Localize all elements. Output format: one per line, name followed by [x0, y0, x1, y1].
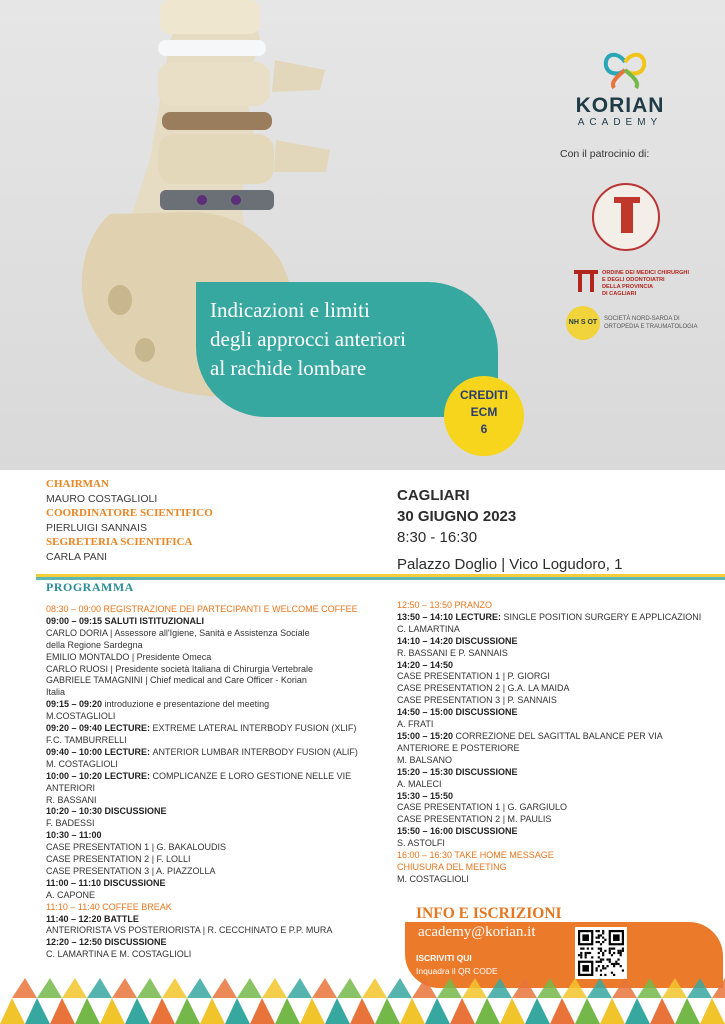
title-line: al rachide lombare: [210, 356, 367, 380]
program-line: [46, 723, 386, 735]
program-time: 09:20 – 09:40 LECTURE:: [46, 723, 153, 734]
program-line: [46, 735, 386, 747]
nhsot-logo: [566, 306, 725, 342]
omceo-text: DELLA PROVINCIA: [602, 284, 654, 290]
role-person: CARLA PANI: [46, 550, 108, 563]
program-text: CASE PRESENTATION 1 | P. GIORGI: [397, 671, 550, 682]
program-line: [46, 902, 386, 914]
program-time: 11:40 – 12:20 BATTLE: [46, 913, 139, 924]
nhsot-badge: NH S OT: [566, 306, 600, 340]
program-line: [46, 759, 386, 771]
program-text: CASE PRESENTATION 3 | P. SANNAIS: [397, 695, 557, 706]
university-seal-icon: [592, 183, 660, 251]
program-text: M. COSTAGLIOLI: [46, 758, 118, 769]
program-line: [46, 818, 386, 830]
program-heading: PROGRAMMA: [46, 580, 134, 594]
program-text: CASE PRESENTATION 3 | A. PIAZZOLLA: [46, 865, 216, 876]
program-text: M. COSTAGLIOLI: [397, 873, 469, 884]
program-line: [46, 664, 386, 676]
nhsot-text: SOCIETÀ NORD-SARDA DI: [604, 316, 680, 322]
program-line: [397, 719, 717, 731]
program-text: EMILIO MONTALDO | Presidente Omeca: [46, 651, 212, 662]
program-text: SINGLE POSITION SURGERY E APPLICAZIONI: [503, 611, 702, 622]
nhsot-text: ORTOPEDIA E TRAUMATOLOGIA: [604, 324, 698, 330]
program-line: [397, 802, 717, 814]
program-line: [397, 862, 717, 874]
omceo-mark-icon: [574, 268, 600, 294]
program-time: 12:20 – 12:50 DISCUSSIONE: [46, 937, 167, 948]
program-line: [46, 687, 386, 699]
program-line: [46, 949, 386, 961]
program-text: S. ASTOLFI: [397, 838, 445, 849]
program-line: [46, 806, 386, 818]
program-column-afternoon: [397, 600, 717, 886]
program-text: A. MALECI: [397, 778, 442, 789]
event-time: 8:30 - 16:30: [397, 529, 478, 546]
program-line: [46, 652, 386, 664]
program-line: [46, 878, 386, 890]
program-line: [397, 671, 717, 683]
program-line: [46, 937, 386, 949]
ecm-credits: 6: [480, 422, 488, 436]
role-person: MAURO COSTAGLIOLI: [46, 492, 158, 505]
program-text: 12:50 – 13:50 PRANZO: [397, 600, 493, 610]
program-line: [397, 695, 717, 707]
event-venue: Palazzo Doglio | Vico Logudoro, 1: [397, 556, 623, 573]
program-line: [397, 624, 717, 636]
program-line: [397, 779, 717, 791]
program-text: M.COSTAGLIOLI: [46, 711, 116, 722]
program-line: [46, 699, 386, 711]
omceo-text: E DEGLI ODONTOIATRI: [602, 277, 665, 283]
patronage-label: Con il patrocinio di:: [560, 148, 650, 160]
role-heading: CHAIRMAN: [46, 478, 109, 490]
program-text: A. FRATI: [397, 719, 434, 730]
program-line: [397, 814, 717, 826]
program-line: [397, 636, 717, 648]
program-line: [397, 707, 717, 719]
program-text: ANTERIORI: [46, 782, 96, 793]
program-line: [46, 616, 386, 628]
program-line: [397, 731, 717, 743]
korian-logo: [585, 50, 665, 90]
program-line: [397, 683, 717, 695]
event-city: CAGLIARI: [397, 487, 470, 504]
program-time: 14:10 – 14:20 DISCUSSIONE: [397, 635, 518, 646]
program-time: 14:50 – 15:00 DISCUSSIONE: [397, 707, 518, 718]
program-line: [46, 747, 386, 759]
event-date: 30 GIUGNO 2023: [397, 508, 517, 525]
program-text: CASE PRESENTATION 1 | G. GARGIULO: [397, 802, 568, 813]
program-text: CARLO DORIA | Assessore all'Igiene, Sanità e Assistenza Sociale: [46, 627, 310, 638]
program-text: F.C. TAMBURRELLI: [46, 734, 127, 745]
program-line: [397, 838, 717, 850]
event-details: [397, 485, 717, 576]
role-heading: COORDINATORE SCIENTIFICO: [46, 507, 213, 520]
program-text: M. BALSANO: [397, 754, 453, 765]
program-text: CHIUSURA DEL MEETING: [397, 861, 507, 872]
program-text: 08:30 – 09:00 REGISTRAZIONE DEI PARTECIPANTI E WELCOME COFFEE: [46, 604, 358, 614]
program-time: 15:30 – 15:50: [397, 790, 454, 801]
omceo-text: DI CAGLIARI: [602, 291, 637, 297]
role-heading: SEGRETERIA SCIENTIFICA: [46, 536, 193, 549]
program-text: Italia: [46, 687, 66, 698]
program-line: [397, 612, 717, 624]
program-text: CASE PRESENTATION 1 | G. BAKALOUDIS: [46, 842, 227, 853]
omceo-text: ORDINE DEI MEDICI CHIRURGHI: [602, 270, 690, 276]
program-text: 11:10 – 11:40 COFFEE BREAK: [46, 901, 172, 912]
program-line: [397, 791, 717, 803]
program-time: 09:00 – 09:15 SALUTI ISTITUZIONALI: [46, 615, 205, 626]
program-line: [397, 767, 717, 779]
program-line: [397, 743, 717, 755]
program-text: R. BASSANI E P. SANNAIS: [397, 647, 508, 658]
program-text: A. CAPONE: [46, 889, 96, 900]
program-line: [46, 675, 386, 687]
brand-name: [566, 94, 674, 128]
program-text: COMPLICANZE E LORO GESTIONE NELLE VIE: [152, 770, 352, 781]
program-line: [46, 830, 386, 842]
program-line: [46, 711, 386, 723]
program-line: [397, 600, 717, 612]
program-text: introduzione e presentazione del meeting: [104, 699, 270, 710]
program-line: [46, 890, 386, 902]
section-divider: [36, 574, 725, 580]
decorative-pattern: [0, 970, 725, 1024]
program-line: [397, 660, 717, 672]
program-text: CASE PRESENTATION 2 | G.A. LA MAIDA: [397, 683, 570, 694]
program-time: 15:00 – 15:20: [397, 730, 456, 741]
hero-banner: [0, 0, 725, 470]
program-text: F. BADESSI: [46, 818, 95, 829]
program-time: 11:00 – 11:10 DISCUSSIONE: [46, 877, 166, 888]
program-line: [46, 842, 386, 854]
role-person: PIERLUIGI SANNAIS: [46, 521, 147, 534]
info-heading: INFO E ISCRIZIONI: [416, 905, 562, 922]
program-text: EXTREME LATERAL INTERBODY FUSION (XLIF): [152, 723, 357, 734]
program-line: [46, 604, 386, 616]
organizers-list: [46, 477, 346, 565]
program-line: [46, 795, 386, 807]
program-text: C. LAMARTINA: [397, 623, 460, 634]
program-time: 09:15 – 09:20: [46, 699, 105, 710]
program-time: 10:20 – 10:30 DISCUSSIONE: [46, 806, 167, 817]
program-time: 13:50 – 14:10 LECTURE:: [397, 611, 504, 622]
qr-instructions: Inquadra il QR CODE: [416, 966, 498, 976]
brand-subtitle: ACADEMY: [577, 117, 663, 128]
program-text: ANTERIORISTA VS POSTERIORISTA | R. CECCHINATO E P.P. MURA: [46, 925, 333, 936]
program-time: 15:50 – 16:00 DISCUSSIONE: [397, 826, 518, 837]
program-line: [46, 854, 386, 866]
program-text: R. BASSANI: [46, 794, 97, 805]
program-line: [46, 783, 386, 795]
program-time: 10:30 – 11:00: [46, 830, 102, 841]
program-text: della Regione Sardegna: [46, 639, 143, 650]
register-cta: ISCRIVITI QUI: [416, 953, 472, 963]
program-text: CASE PRESENTATION 2 | F. LOLLI: [46, 854, 191, 865]
title-line: Indicazioni e limiti: [210, 298, 370, 322]
program-text: CARLO RUOSI | Presidente società Italiana di Chirurgia Vertebrale: [46, 663, 313, 674]
program-text: 16:00 – 16:30 TAKE HOME MESSAGE: [397, 850, 554, 861]
program-time: 10:00 – 10:20 LECTURE:: [46, 770, 153, 781]
program-line: [397, 755, 717, 767]
program-line: [46, 914, 386, 926]
program-text: GABRIELE TAMAGNINI | Chief medical and Care Officer - Korian: [46, 675, 307, 686]
program-text: CASE PRESENTATION 2 | M. PAULIS: [397, 814, 552, 825]
program-line: [46, 866, 386, 878]
ecm-label: CREDITI: [460, 388, 508, 402]
ecm-badge: [444, 376, 524, 456]
brand-title: KORIAN: [575, 94, 665, 117]
program-line: [46, 628, 386, 640]
heart-logo-icon: [602, 50, 648, 90]
program-time: 15:20 – 15:30 DISCUSSIONE: [397, 766, 518, 777]
title-line: degli approcci anteriori: [210, 327, 406, 351]
program-line: [397, 826, 717, 838]
email-link[interactable]: academy@korian.it: [418, 924, 536, 940]
program-line: [397, 648, 717, 660]
ecm-label: ECM: [470, 405, 498, 419]
program-text: C. LAMARTINA E M. COSTAGLIOLI: [46, 949, 192, 960]
program-text: ANTERIORE E POSTERIORE: [397, 742, 520, 753]
program-text: CORREZIONE DEL SAGITTAL BALANCE PER VIA: [455, 730, 663, 741]
program-line: [46, 771, 386, 783]
program-line: [46, 925, 386, 937]
program-line: [397, 874, 717, 886]
program-line: [46, 640, 386, 652]
program-time: 14:20 – 14:50: [397, 659, 454, 670]
omceo-logo: [574, 268, 694, 298]
program-line: [397, 850, 717, 862]
program-time: 09:40 – 10:00 LECTURE:: [46, 746, 153, 757]
program-text: ANTERIOR LUMBAR INTERBODY FUSION (ALIF): [152, 746, 358, 757]
program-column-morning: [46, 604, 386, 961]
